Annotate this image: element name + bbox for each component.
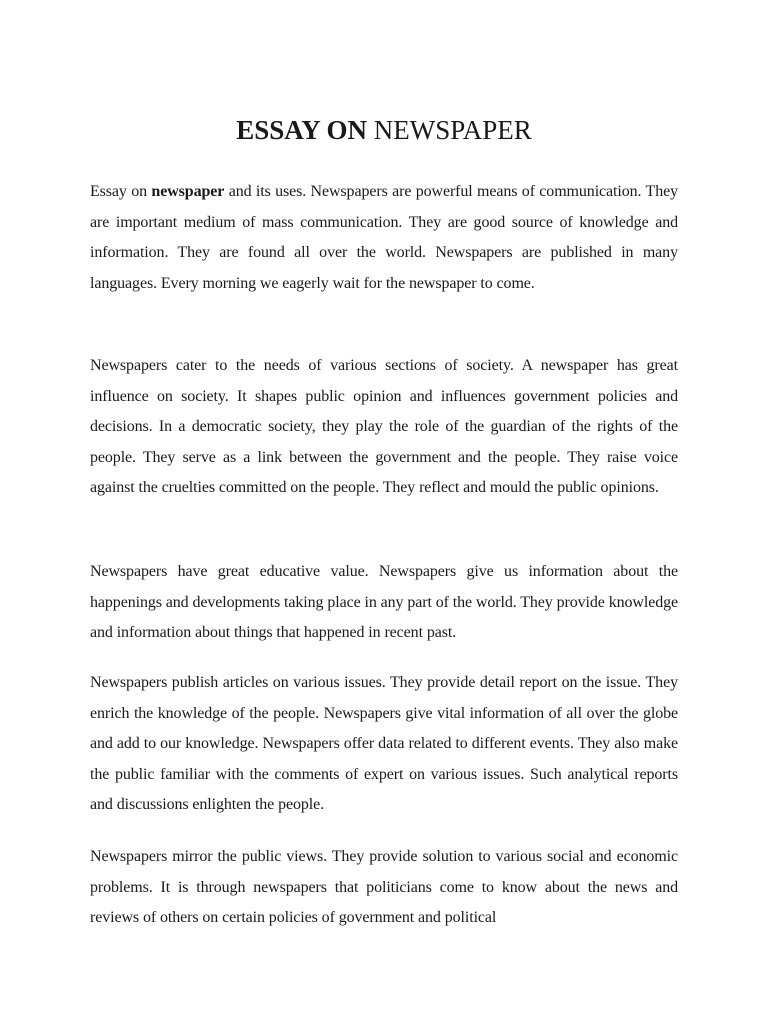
paragraph-1-keyword: newspaper	[151, 183, 225, 200]
paragraph-1-lead: Essay on	[90, 183, 148, 200]
title-rest: NEWSPAPER	[373, 115, 532, 145]
paragraph-4: Newspapers publish articles on various issues. They provide detail report on the issue. They enrich the knowledge of the people. Newspapers give vital information of all over the globe and add to our knowledge. Newspapers offer data related to different events. They also make the public familiar with the comments of expert on various issues. Such analytical reports and discussions enlighten the people.	[90, 674, 678, 814]
paragraph-1-rest: and its uses. Newspapers are powerful means of communication. They are important medium of mass communication. They are good source of knowledge and information. They are found all over the world. Newspapers are published in many languages. Every morning we eagerly wait for the newspaper to come.	[90, 183, 679, 292]
paragraph-2: Newspapers cater to the needs of various sections of society. A newspaper has great influence on society. It shapes public opinion and influences government policies and decisions. In a democratic society, they play the role of the guardian of the rights of the people. They serve as a link between the government and the people. They raise voice against the cruelties committed on the people. They reflect and mould the public opinions.	[90, 357, 678, 497]
title-bold: ESSAY ON	[236, 115, 367, 145]
paragraph-5: Newspapers mirror the public views. They provide solution to various social and economic problems. It is through newspapers that politicians come to know about the news and reviews of others on certain policies of government and political	[90, 848, 678, 927]
paragraph-1	[90, 177, 678, 299]
page-title	[90, 110, 678, 150]
paragraph-3: Newspapers have great educative value. Newspapers give us information about the happenings and developments taking place in any part of the world. They provide knowledge and information about things that happened in recent past.	[90, 563, 678, 642]
